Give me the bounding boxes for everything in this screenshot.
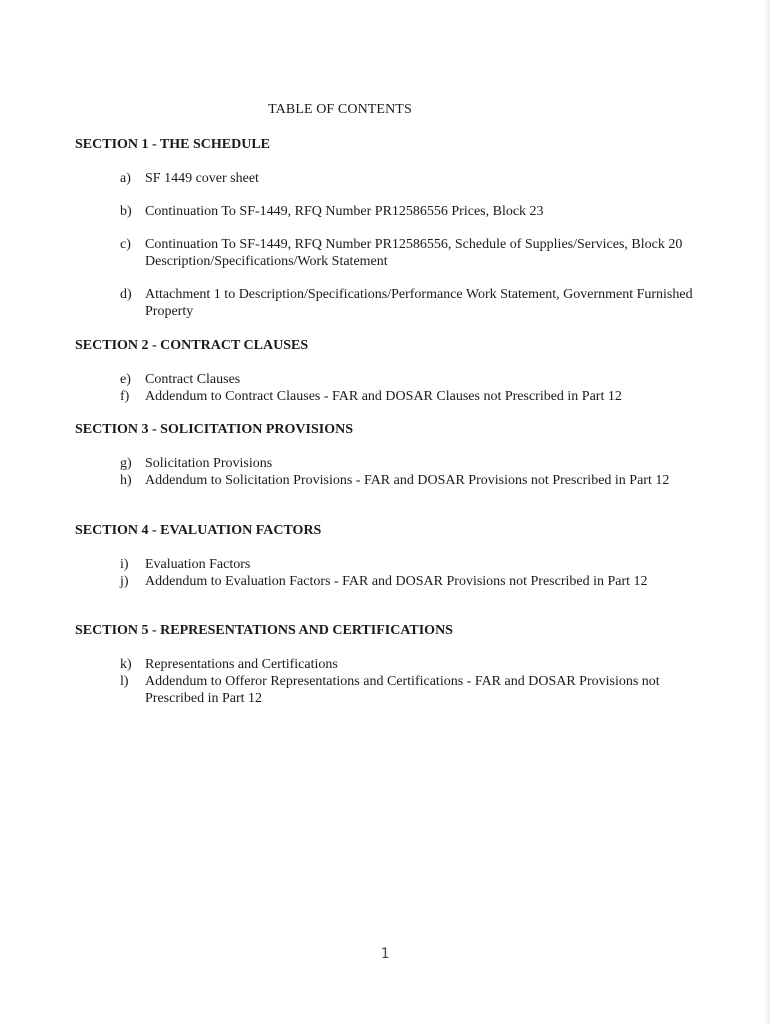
item-text: Solicitation Provisions — [145, 456, 273, 471]
item-letter: d) — [120, 287, 132, 302]
item-text: Continuation To SF-1449, RFQ Number PR12586556 Prices, Block 23 — [145, 204, 544, 219]
section-heading: SECTION 5 - REPRESENTATIONS AND CERTIFICATIONS — [75, 623, 453, 638]
section-1 — [75, 136, 715, 320]
toc-item — [75, 286, 715, 320]
section-heading: SECTION 3 - SOLICITATION PROVISIONS — [75, 422, 353, 437]
section-5 — [75, 622, 715, 707]
item-letter: f) — [120, 389, 130, 404]
section-3 — [75, 421, 715, 489]
section-2 — [75, 337, 715, 405]
item-letter: c) — [120, 237, 131, 252]
toc-item — [75, 656, 715, 673]
section-heading: SECTION 2 - CONTRACT CLAUSES — [75, 338, 309, 353]
toc-item — [75, 388, 715, 405]
item-text: Evaluation Factors — [145, 557, 251, 572]
item-text: Addendum to Offeror Representations and Certifications - FAR and DOSAR Provisions not Prescribed in Part 12 — [145, 674, 660, 706]
item-letter: a) — [120, 171, 131, 186]
item-text: Addendum to Solicitation Provisions - FAR and DOSAR Provisions not Prescribed in Part 12 — [145, 473, 670, 488]
toc-item — [75, 673, 715, 707]
section-item-list — [75, 656, 715, 707]
item-text: Addendum to Contract Clauses - FAR and DOSAR Clauses not Prescribed in Part 12 — [145, 389, 622, 404]
section-item-list — [75, 371, 715, 405]
item-text: Attachment 1 to Description/Specifications/Performance Work Statement, Government Furnished Property — [145, 287, 693, 319]
toc-item — [75, 472, 715, 489]
item-letter: b) — [120, 204, 132, 219]
page-number: 1 — [380, 946, 390, 962]
item-text: Contract Clauses — [145, 372, 241, 387]
toc-item — [75, 556, 715, 573]
section-item-list — [75, 455, 715, 489]
section-heading: SECTION 4 - EVALUATION FACTORS — [75, 523, 322, 538]
item-text: Continuation To SF-1449, RFQ Number PR12586556, Schedule of Supplies/Services, Block 20 Description/Specifications/Work Statement — [145, 237, 683, 269]
item-letter: j) — [120, 574, 129, 589]
item-letter: h) — [120, 473, 132, 488]
toc-item — [75, 573, 715, 590]
section-item-list — [75, 556, 715, 590]
section-item-list — [75, 170, 715, 320]
toc-item — [75, 170, 715, 187]
item-text: Addendum to Evaluation Factors - FAR and DOSAR Provisions not Prescribed in Part 12 — [145, 574, 648, 589]
item-text: SF 1449 cover sheet — [145, 171, 259, 186]
item-letter: k) — [120, 657, 132, 672]
section-heading: SECTION 1 - THE SCHEDULE — [75, 137, 271, 152]
item-letter: l) — [120, 674, 129, 689]
toc-item — [75, 455, 715, 472]
item-text: Representations and Certifications — [145, 657, 338, 672]
toc-item — [75, 203, 715, 220]
item-letter: i) — [120, 557, 129, 572]
toc-item — [75, 371, 715, 388]
page-title: TABLE OF CONTENTS — [268, 102, 412, 117]
section-4 — [75, 522, 715, 590]
toc-item — [75, 236, 715, 270]
item-letter: e) — [120, 372, 131, 387]
item-letter: g) — [120, 456, 132, 471]
